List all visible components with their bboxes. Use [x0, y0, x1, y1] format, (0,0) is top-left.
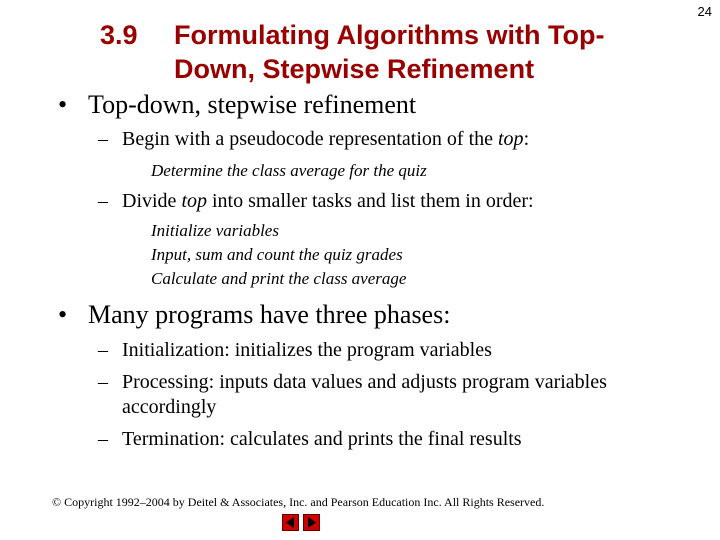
triangle-right-icon — [304, 515, 319, 530]
triangle-left-icon — [283, 515, 298, 530]
page-number: 24 — [697, 4, 712, 19]
pseudocode-top: Determine the class average for the quiz — [151, 161, 427, 180]
dash-glyph: – — [98, 428, 108, 450]
pseudocode-line: Initialize variables — [151, 221, 279, 240]
sub-bullet-text: Divide — [122, 190, 182, 212]
copyright-footer: © Copyright 1992–2004 by Deitel & Associates, Inc. and Pearson Education Inc. All Rights Reserved. — [52, 495, 545, 509]
phase-text: Processing: inputs data values and adjusts program variables — [122, 371, 607, 393]
bullet-text: Top-down, stepwise refinement — [88, 90, 417, 119]
sub-bullet-begin — [98, 128, 529, 151]
phase-processing — [98, 371, 607, 394]
sub-bullet-emphasis: top — [181, 190, 207, 212]
phase-termination — [98, 428, 522, 451]
phase-text: Initialization: initializes the program variables — [122, 339, 492, 361]
dash-glyph: – — [98, 190, 108, 212]
dash-glyph: – — [98, 339, 108, 361]
bullet-three-phases — [58, 300, 450, 330]
bullet-text: Many programs have three phases: — [88, 300, 451, 329]
sub-bullet-text-end: : — [523, 128, 530, 150]
next-slide-button[interactable] — [303, 514, 320, 531]
pseudocode-line: Calculate and print the class average — [151, 269, 407, 288]
dash-glyph: – — [98, 128, 108, 150]
slide-title-line-2: Down, Stepwise Refinement — [174, 54, 535, 84]
phase-initialization — [98, 339, 492, 362]
section-number: 3.9 — [100, 20, 138, 50]
prev-slide-button[interactable] — [282, 514, 299, 531]
sub-bullet-text-end: into smaller tasks and list them in order: — [207, 190, 534, 212]
bullet-top-down — [58, 90, 416, 120]
dash-glyph: – — [98, 371, 108, 393]
slide-title-line-1: Formulating Algorithms with Top- — [174, 20, 605, 50]
bullet-glyph: • — [58, 90, 68, 119]
phase-processing-continued: accordingly — [122, 396, 217, 418]
phase-text: Termination: calculates and prints the final results — [122, 428, 522, 450]
bullet-glyph: • — [58, 300, 68, 329]
sub-bullet-emphasis: top — [498, 128, 524, 150]
sub-bullet-divide — [98, 190, 534, 213]
pseudocode-line: Input, sum and count the quiz grades — [151, 245, 403, 264]
sub-bullet-text: Begin with a pseudocode representation of the — [122, 128, 498, 150]
